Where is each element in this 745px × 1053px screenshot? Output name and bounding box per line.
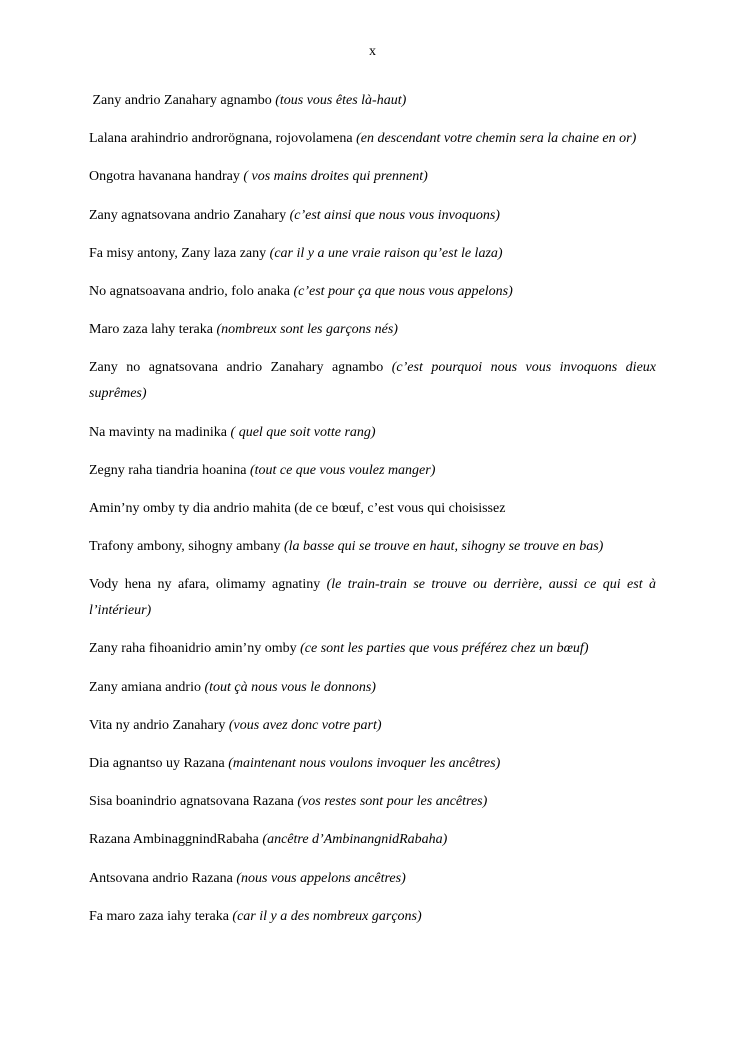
verse-translation: (la basse qui se trouve en haut, sihogny se trouve en bas)	[283, 539, 604, 555]
verse-malagasy: Zany andrio Zanahary agnambo	[89, 93, 276, 108]
verse-translation: (vos restes sont pour les ancêtres)	[297, 794, 488, 810]
verse-list	[89, 88, 656, 942]
verse-translation: (vous avez donc votre part)	[228, 717, 382, 733]
verse	[89, 751, 656, 777]
verse-translation: (nous vous appelons ancêtres)	[236, 870, 406, 886]
verse	[89, 279, 656, 305]
verse	[89, 866, 656, 892]
verse	[89, 534, 656, 560]
verse-malagasy: Zany agnatsovana andrio Zanahary	[89, 207, 290, 223]
verse	[89, 789, 656, 815]
verse-translation: (nombreux sont les garçons nés)	[216, 322, 398, 338]
verse	[89, 636, 656, 662]
verse	[89, 713, 656, 739]
verse-translation: (c’est pour ça que nous vous appelons)	[293, 283, 513, 299]
verse-translation: (en descendant votre chemin sera la chaine en or)	[356, 131, 637, 147]
verse	[89, 572, 656, 624]
verse-malagasy: No agnatsoavana andrio, folo anaka	[89, 283, 294, 299]
verse	[89, 241, 656, 267]
verse-translation: (tout çà nous vous le donnons)	[204, 679, 376, 695]
verse	[89, 164, 656, 190]
verse-malagasy: Fa misy antony, Zany laza zany	[89, 245, 270, 261]
verse	[89, 827, 656, 853]
verse-malagasy: Zany amiana andrio	[89, 679, 205, 695]
verse-malagasy: Ongotra havanana handray	[89, 169, 244, 185]
verse-malagasy: Sisa boanindrio agnatsovana Razana	[89, 794, 298, 810]
verse-malagasy: Amin’ny omby ty dia andrio mahita (de ce bœuf, c’est vous qui choisissez	[89, 500, 506, 516]
verse-translation: ( quel que soit votte rang)	[230, 424, 376, 440]
verse	[89, 420, 656, 446]
verse-translation: (tout ce que vous voulez manger)	[249, 462, 436, 478]
verse-malagasy: Trafony ambony, sihogny ambany	[89, 539, 284, 555]
verse	[89, 126, 656, 152]
verse-malagasy: Antsovana andrio Razana	[89, 870, 237, 886]
verse-translation: ( vos mains droites qui prennent)	[243, 169, 428, 185]
verse	[89, 458, 656, 484]
verse-malagasy: Zany raha fihoanidrio amin’ny omby	[89, 641, 301, 657]
verse-translation: (c’est pourquoi nous vous invoquons dieux suprêmes)	[89, 360, 657, 402]
verse-translation: (car il y a une vraie raison qu’est le laza)	[269, 245, 503, 261]
verse-malagasy: Vody hena ny afara, olimamy agnatiny	[89, 577, 327, 593]
verse-malagasy: Razana AmbinaggnindRabaha	[89, 832, 263, 848]
page-number: x	[369, 44, 376, 59]
verse-translation: (ce sont les parties que vous préférez chez un bœuf)	[300, 641, 589, 657]
verse-malagasy: Zany no agnatsovana andrio Zanahary agnambo	[89, 360, 392, 376]
verse-malagasy: Fa maro zaza iahy teraka	[89, 908, 233, 924]
verse-malagasy: Na mavinty na madinika	[89, 424, 231, 440]
verse	[89, 88, 656, 114]
verse-translation: (c’est ainsi que nous vous invoquons)	[289, 207, 500, 223]
verse-translation: (ancêtre d’AmbinangnidRabaha)	[262, 832, 448, 848]
verse-malagasy: Zegny raha tiandria hoanina	[89, 462, 250, 478]
verse-malagasy: Lalana arahindrio androrögnana, rojovolamena	[89, 131, 357, 147]
verse-translation: (le train-train se trouve ou derrière, aussi ce qui est à l’intérieur)	[89, 577, 656, 619]
verse-malagasy: Maro zaza lahy teraka	[89, 322, 217, 338]
verse	[89, 904, 656, 930]
verse-translation: (maintenant nous voulons invoquer les ancêtres)	[228, 756, 501, 771]
verse	[89, 355, 656, 407]
verse-translation: (tous vous êtes là-haut)	[275, 93, 407, 108]
verse-malagasy: Dia agnantso uy Razana	[89, 756, 229, 771]
verse	[89, 675, 656, 701]
verse	[89, 203, 656, 229]
verse	[89, 317, 656, 343]
verse	[89, 496, 656, 522]
verse-translation: (car il y a des nombreux garçons)	[232, 908, 422, 924]
verse-malagasy: Vita ny andrio Zanahary	[89, 717, 229, 733]
